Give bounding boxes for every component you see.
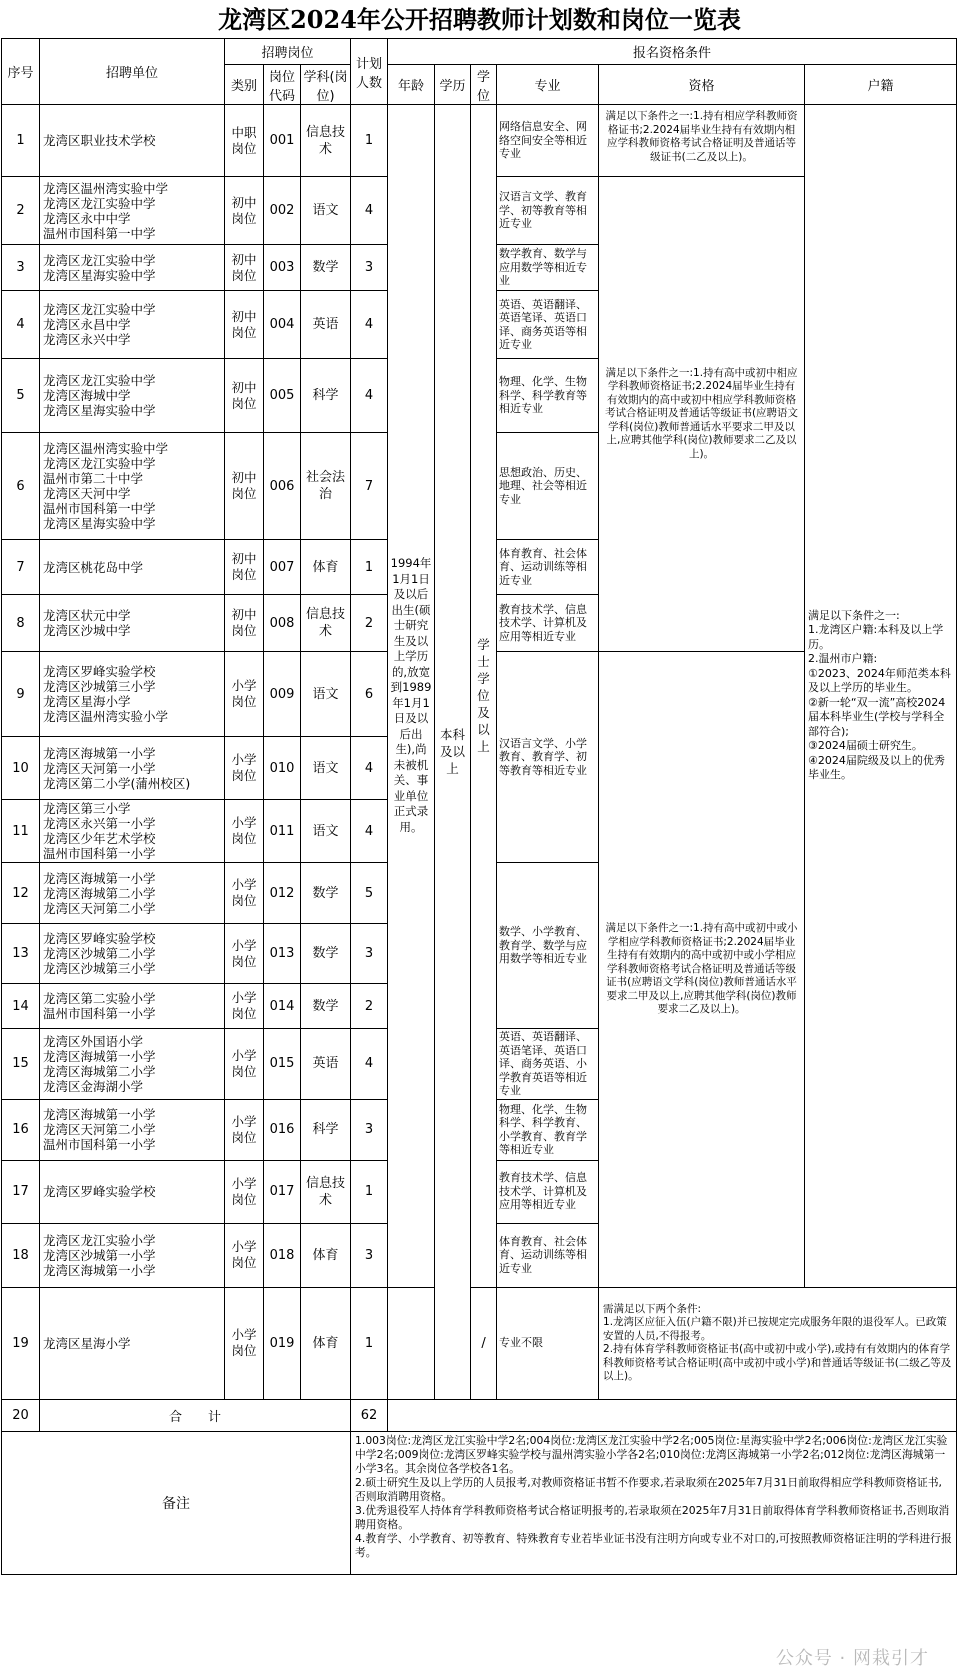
category-cell: 小学岗位 [225,1099,264,1160]
seq-cell: 5 [2,359,40,433]
unit-name: 龙湾区金海湖小学 [43,1078,144,1094]
major-cell: 教育技术学、信息技术学、计算机及应用等相近专业 [497,595,599,652]
seq-cell: 12 [2,863,40,924]
major-cell: 汉语言文学、教育学、初等教育等相近专业 [497,177,599,245]
count-cell: 6 [351,652,388,737]
unit-cell [40,177,225,245]
seq-cell: 13 [2,924,40,984]
seq-cell: 3 [2,245,40,291]
subject-cell: 数学 [301,245,351,291]
category-cell: 初中岗位 [225,245,264,291]
header-position: 招聘岗位 [225,39,351,65]
subject-cell: 数学 [301,924,351,984]
major-cell: 体育教育、社会体育、运动训练等相近专业 [497,540,599,595]
category-cell: 小学岗位 [225,863,264,924]
code-cell: 015 [264,1029,301,1100]
code-cell: 008 [264,595,301,652]
category-cell: 初中岗位 [225,433,264,540]
unit-cell [40,1160,225,1223]
unit-cell [40,291,225,359]
unit-name: 龙湾区星海小学 [43,1335,131,1351]
category-cell: 小学岗位 [225,652,264,737]
code-cell: 014 [264,984,301,1029]
count-cell: 1 [351,1160,388,1223]
unit-name: 龙湾区龙江实验中学 [43,456,156,471]
subject-cell: 数学 [301,863,351,924]
unit-cell [40,1099,225,1160]
header-requirements: 报名资格条件 [388,39,957,65]
category-cell: 小学岗位 [225,1223,264,1287]
unit-name: 龙湾区沙城中学 [43,623,131,638]
seq-cell: 19 [2,1287,40,1399]
unit-name: 龙湾区永昌中学 [43,317,131,332]
category-cell: 小学岗位 [225,737,264,800]
seq-cell: 18 [2,1223,40,1287]
unit-name: 龙湾区外国语小学 [43,1033,144,1049]
note-line: 4.教育学、小学教育、初等教育、特殊教育专业若毕业证书没有注明方向或专业不对口的,可按照教师资格证注明的学科进行报考。 [355,1531,952,1559]
unit-cell [40,245,225,291]
subject-cell: 英语 [301,291,351,359]
unit-name: 龙湾区星海实验中学 [43,267,156,283]
code-cell: 006 [264,433,301,540]
count-cell: 4 [351,1029,388,1100]
header-major: 专业 [497,65,599,105]
unit-name: 龙湾区永中中学 [43,210,131,226]
category-cell: 小学岗位 [225,800,264,863]
unit-cell [40,1287,225,1399]
category-cell: 初中岗位 [225,595,264,652]
code-cell: 001 [264,105,301,177]
unit-name: 温州市国科第一中学 [43,501,156,516]
subject-cell: 科学 [301,1099,351,1160]
notes-content [351,1431,957,1574]
degree-cell: 学士学位及以上 [471,105,497,1288]
unit-name: 龙湾区沙城第三小学 [43,679,156,694]
total-label: 合 计 [40,1399,351,1431]
unit-name: 龙湾区龙江实验小学 [43,1232,156,1248]
total-empty [388,1399,957,1431]
unit-name: 龙湾区星海实验中学 [43,403,156,418]
unit-name: 龙湾区温州湾实验中学 [43,180,169,196]
code-cell: 009 [264,652,301,737]
category-cell: 初中岗位 [225,359,264,433]
subject-cell: 数学 [301,984,351,1029]
unit-cell [40,863,225,924]
unit-name: 龙湾区星海小学 [43,694,131,709]
unit-name: 温州市国科第一小学 [43,846,156,861]
unit-name: 龙湾区海城第二小学 [43,1063,156,1079]
code-cell: 005 [264,359,301,433]
unit-name: 龙湾区海城第一小学 [43,1048,156,1064]
notes-row [2,1431,957,1574]
subject-cell: 科学 [301,359,351,433]
header-category: 类别 [225,65,264,105]
subject-cell: 信息技术 [301,595,351,652]
category-cell: 小学岗位 [225,1287,264,1399]
count-cell: 4 [351,800,388,863]
header-degree: 学位 [471,65,497,105]
major-cell: 英语、英语翻译、英语笔译、英语口译、商务英语、小学教育英语等相近专业 [497,1029,599,1100]
code-cell: 003 [264,245,301,291]
category-cell: 中职岗位 [225,105,264,177]
unit-name: 龙湾区天河第二小学 [43,1122,156,1137]
unit-name: 龙湾区罗峰实验学校 [43,931,156,946]
header-education: 学历 [435,65,471,105]
header-qualification: 资格 [599,65,805,105]
watermark: 公众号 · 网栽引才 [775,1648,929,1669]
unit-name: 龙湾区少年艺术学校 [43,831,156,846]
category-cell: 小学岗位 [225,1029,264,1100]
major-cell: 物理、化学、生物科学、科学教育、小学教育、教育学等相近专业 [497,1099,599,1160]
count-cell: 3 [351,245,388,291]
unit-name: 龙湾区沙城第三小学 [43,961,156,976]
unit-name: 龙湾区龙江实验中学 [43,373,156,388]
header-age: 年龄 [388,65,435,105]
header-subject: 学科(岗位) [301,65,351,105]
age-cell: 1994年1月1日及以后出生(硕士研究生及以上学历的,放宽到1989年1月1日及以后出生),尚未被机关、事业单位正式录用。 [388,105,435,1288]
total-count: 62 [351,1399,388,1431]
category-cell: 初中岗位 [225,177,264,245]
count-cell: 4 [351,359,388,433]
unit-cell [40,540,225,595]
unit-name: 龙湾区状元中学 [43,608,131,623]
unit-name: 龙湾区天河第一小学 [43,760,156,776]
code-cell: 007 [264,540,301,595]
unit-name: 龙湾区海城中学 [43,388,131,403]
unit-name: 龙湾区龙江实验中学 [43,302,156,317]
seq-cell: 15 [2,1029,40,1100]
unit-name: 龙湾区沙城第二小学 [43,946,156,961]
code-cell: 016 [264,1099,301,1160]
subject-cell: 信息技术 [301,105,351,177]
qualification-cell: 满足以下条件之一:1.持有高中或初中相应学科教师资格证书;2.2024届毕业生持有有效期内的高中或初中相应学科教师资格考试合格证明及普通话等级证书(应聘语文学科(岗位)教师普通话水平要求二甲及以上,应聘其他学科(岗位)教师要求二乙及以上)。 [599,177,805,652]
unit-cell [40,359,225,433]
code-cell: 004 [264,291,301,359]
count-cell: 5 [351,863,388,924]
unit-cell [40,652,225,737]
seq-cell: 20 [2,1399,40,1431]
table-row [2,105,957,177]
unit-name: 龙湾区桃花岛中学 [43,559,144,575]
major-cell: 体育教育、社会体育、运动训练等相近专业 [497,1223,599,1287]
seq-cell: 9 [2,652,40,737]
unit-name: 龙湾区第二小学(蒲州校区) [43,775,191,791]
unit-cell [40,800,225,863]
code-cell: 013 [264,924,301,984]
subject-cell: 社会法治 [301,433,351,540]
major-cell: 思想政治、历史、地理、社会等相近专业 [497,433,599,540]
total-row [2,1399,957,1431]
unit-name: 龙湾区永兴中学 [43,332,131,347]
major-cell: 数学、小学教育、教育学、数学与应用数学等相近专业 [497,863,599,1029]
seq-cell: 10 [2,737,40,800]
count-cell: 3 [351,924,388,984]
unit-name: 龙湾区海城第一小学 [43,1262,156,1278]
count-cell: 3 [351,1223,388,1287]
code-cell: 011 [264,800,301,863]
unit-name: 龙湾区海城第一小学 [43,870,156,886]
note-line: 1.003岗位:龙湾区龙江实验中学2名;004岗位:龙湾区龙江实验中学2名;005岗位:星海实验中学2名;006岗位:龙湾区龙江实验中学2名;009岗位:龙湾区罗峰实验学校与温州湾实验小学各2名;010岗位:龙湾区海城第一小学2名;012岗位:龙湾区海城第一小学3名。其余岗位各学校各1名。 [355,1433,948,1475]
count-cell: 1 [351,540,388,595]
category-cell: 小学岗位 [225,924,264,984]
count-cell: 2 [351,984,388,1029]
subject-cell: 语文 [301,177,351,245]
count-cell: 4 [351,177,388,245]
subject-cell: 体育 [301,1287,351,1399]
subject-cell: 语文 [301,737,351,800]
unit-cell [40,737,225,800]
unit-name: 温州市国科第一中学 [43,225,156,241]
seq-cell: 4 [2,291,40,359]
unit-name: 龙湾区海城第二小学 [43,885,156,901]
unit-name: 龙湾区天河中学 [43,486,131,501]
unit-cell [40,595,225,652]
count-cell: 3 [351,1099,388,1160]
unit-name: 龙湾区职业技术学校 [43,133,156,148]
subject-cell: 语文 [301,800,351,863]
unit-name: 龙湾区沙城第一小学 [43,1247,156,1263]
code-cell: 018 [264,1223,301,1287]
major-cell: 汉语言文学、小学教育、教育学、初等教育等相近专业 [497,652,599,863]
subject-cell: 语文 [301,652,351,737]
note-line: 2.硕士研究生及以上学历的人员报考,对教师资格证书暂不作要求,若录取须在2025年7月31日前取得相应学科教师资格证书,否则取消聘用资格。 [355,1475,942,1503]
count-cell: 7 [351,433,388,540]
seq-cell: 17 [2,1160,40,1223]
count-cell: 1 [351,105,388,177]
count-cell: 4 [351,291,388,359]
degree-cell: / [471,1287,497,1399]
major-cell: 网络信息安全、网络空间安全等相近专业 [497,105,599,177]
unit-cell [40,105,225,177]
unit-cell [40,984,225,1029]
major-cell: 数学教育、数学与应用数学等相近专业 [497,245,599,291]
major-cell: 物理、化学、生物科学、科学教育等相近专业 [497,359,599,433]
unit-name: 龙湾区星海实验中学 [43,516,156,531]
unit-cell [40,433,225,540]
education-cell: 本科及以上 [435,105,471,1400]
category-cell: 初中岗位 [225,540,264,595]
category-cell: 初中岗位 [225,291,264,359]
unit-name: 龙湾区第二实验小学 [43,991,156,1006]
seq-cell: 6 [2,433,40,540]
code-cell: 012 [264,863,301,924]
page-title: 龙湾区2024年公开招聘教师计划数和岗位一览表 [218,5,741,34]
category-cell: 小学岗位 [225,984,264,1029]
hukou-cell: 满足以下条件之一: 1.龙湾区户籍:本科及以上学历。 2.温州市户籍: ①2023、2024年师范类本科及以上学历的毕业生。 ②新一轮“双一流”高校2024届本科毕业生(学校与学科全部符合); ③2024届硕士研究生。 ④2024届院级及以上的优秀毕业生。 [805,105,957,1288]
count-cell: 2 [351,595,388,652]
unit-name: 龙湾区海城第一小学 [43,1107,156,1122]
code-cell: 019 [264,1287,301,1399]
header-code: 岗位代码 [264,65,301,105]
unit-cell [40,924,225,984]
header-seq: 序号 [2,39,40,105]
unit-name: 龙湾区温州湾实验中学 [43,441,169,456]
seq-cell: 2 [2,177,40,245]
table-row [2,1287,957,1399]
qualification-cell: 需满足以下两个条件: 1.龙湾区应征入伍(户籍不限)并已按规定完成服务年限的退役军人。已政策安置的人员,不得报考。 2.持有体育学科教师资格证书(高中或初中或小学),或持有有效期内的体育学科教师资格考试合格证明(高中或初中或小学)和普通话等级证书(二级乙等及以上)。 [599,1287,957,1399]
subject-cell: 体育 [301,1223,351,1287]
seq-cell: 11 [2,800,40,863]
unit-name: 龙湾区天河第二小学 [43,900,156,916]
unit-name: 温州市国科第一小学 [43,1006,156,1021]
unit-name: 龙湾区温州湾实验小学 [43,709,169,724]
age-cell-empty [388,1287,435,1399]
seq-cell: 7 [2,540,40,595]
major-cell: 专业不限 [497,1287,599,1399]
unit-name: 龙湾区龙江实验中学 [43,195,156,211]
unit-name: 龙湾区海城第一小学 [43,745,156,761]
unit-name: 龙湾区第三小学 [43,801,131,816]
code-cell: 017 [264,1160,301,1223]
unit-name: 龙湾区永兴第一小学 [43,816,156,831]
note-line: 3.优秀退役军人持体育学科教师资格考试合格证明报考的,若录取须在2025年7月31日前取得体育学科教师资格证书,否则取消聘用资格。 [355,1503,950,1531]
category-cell: 小学岗位 [225,1160,264,1223]
unit-name: 温州市第二十中学 [43,471,144,486]
subject-cell: 信息技术 [301,1160,351,1223]
subject-cell: 体育 [301,540,351,595]
unit-cell [40,1029,225,1100]
subject-cell: 英语 [301,1029,351,1100]
recruitment-table [1,38,957,1575]
seq-cell: 14 [2,984,40,1029]
major-cell: 教育技术学、信息技术学、计算机及应用等相近专业 [497,1160,599,1223]
seq-cell: 8 [2,595,40,652]
code-cell: 002 [264,177,301,245]
qualification-cell: 满足以下条件之一:1.持有高中或初中或小学相应学科教师资格证书;2.2024届毕业生持有有效期内的高中或初中或小学相应学科教师资格考试合格证明及普通话等级证书(应聘语文学科(岗位)教师普通话水平要求二甲及以上,应聘其他学科(岗位)教师要求二乙及以上)。 [599,652,805,1288]
qualification-cell: 满足以下条件之一:1.持有相应学科教师资格证书;2.2024届毕业生持有有效期内相应学科教师资格考试合格证明及普通话等级证书(二乙及以上)。 [599,105,805,177]
seq-cell: 1 [2,105,40,177]
code-cell: 010 [264,737,301,800]
unit-name: 龙湾区龙江实验中学 [43,252,156,268]
header-hukou: 户籍 [805,65,957,105]
unit-cell [40,1223,225,1287]
count-cell: 1 [351,1287,388,1399]
unit-name: 龙湾区罗峰实验学校 [43,664,156,679]
unit-name: 龙湾区罗峰实验学校 [43,1184,156,1199]
major-cell: 英语、英语翻译、英语笔译、英语口译、商务英语等相近专业 [497,291,599,359]
unit-name: 温州市国科第一小学 [43,1137,156,1152]
seq-cell: 16 [2,1099,40,1160]
count-cell: 4 [351,737,388,800]
header-unit: 招聘单位 [40,39,225,105]
header-count: 计划人数 [351,39,388,105]
notes-label: 备注 [2,1431,351,1574]
